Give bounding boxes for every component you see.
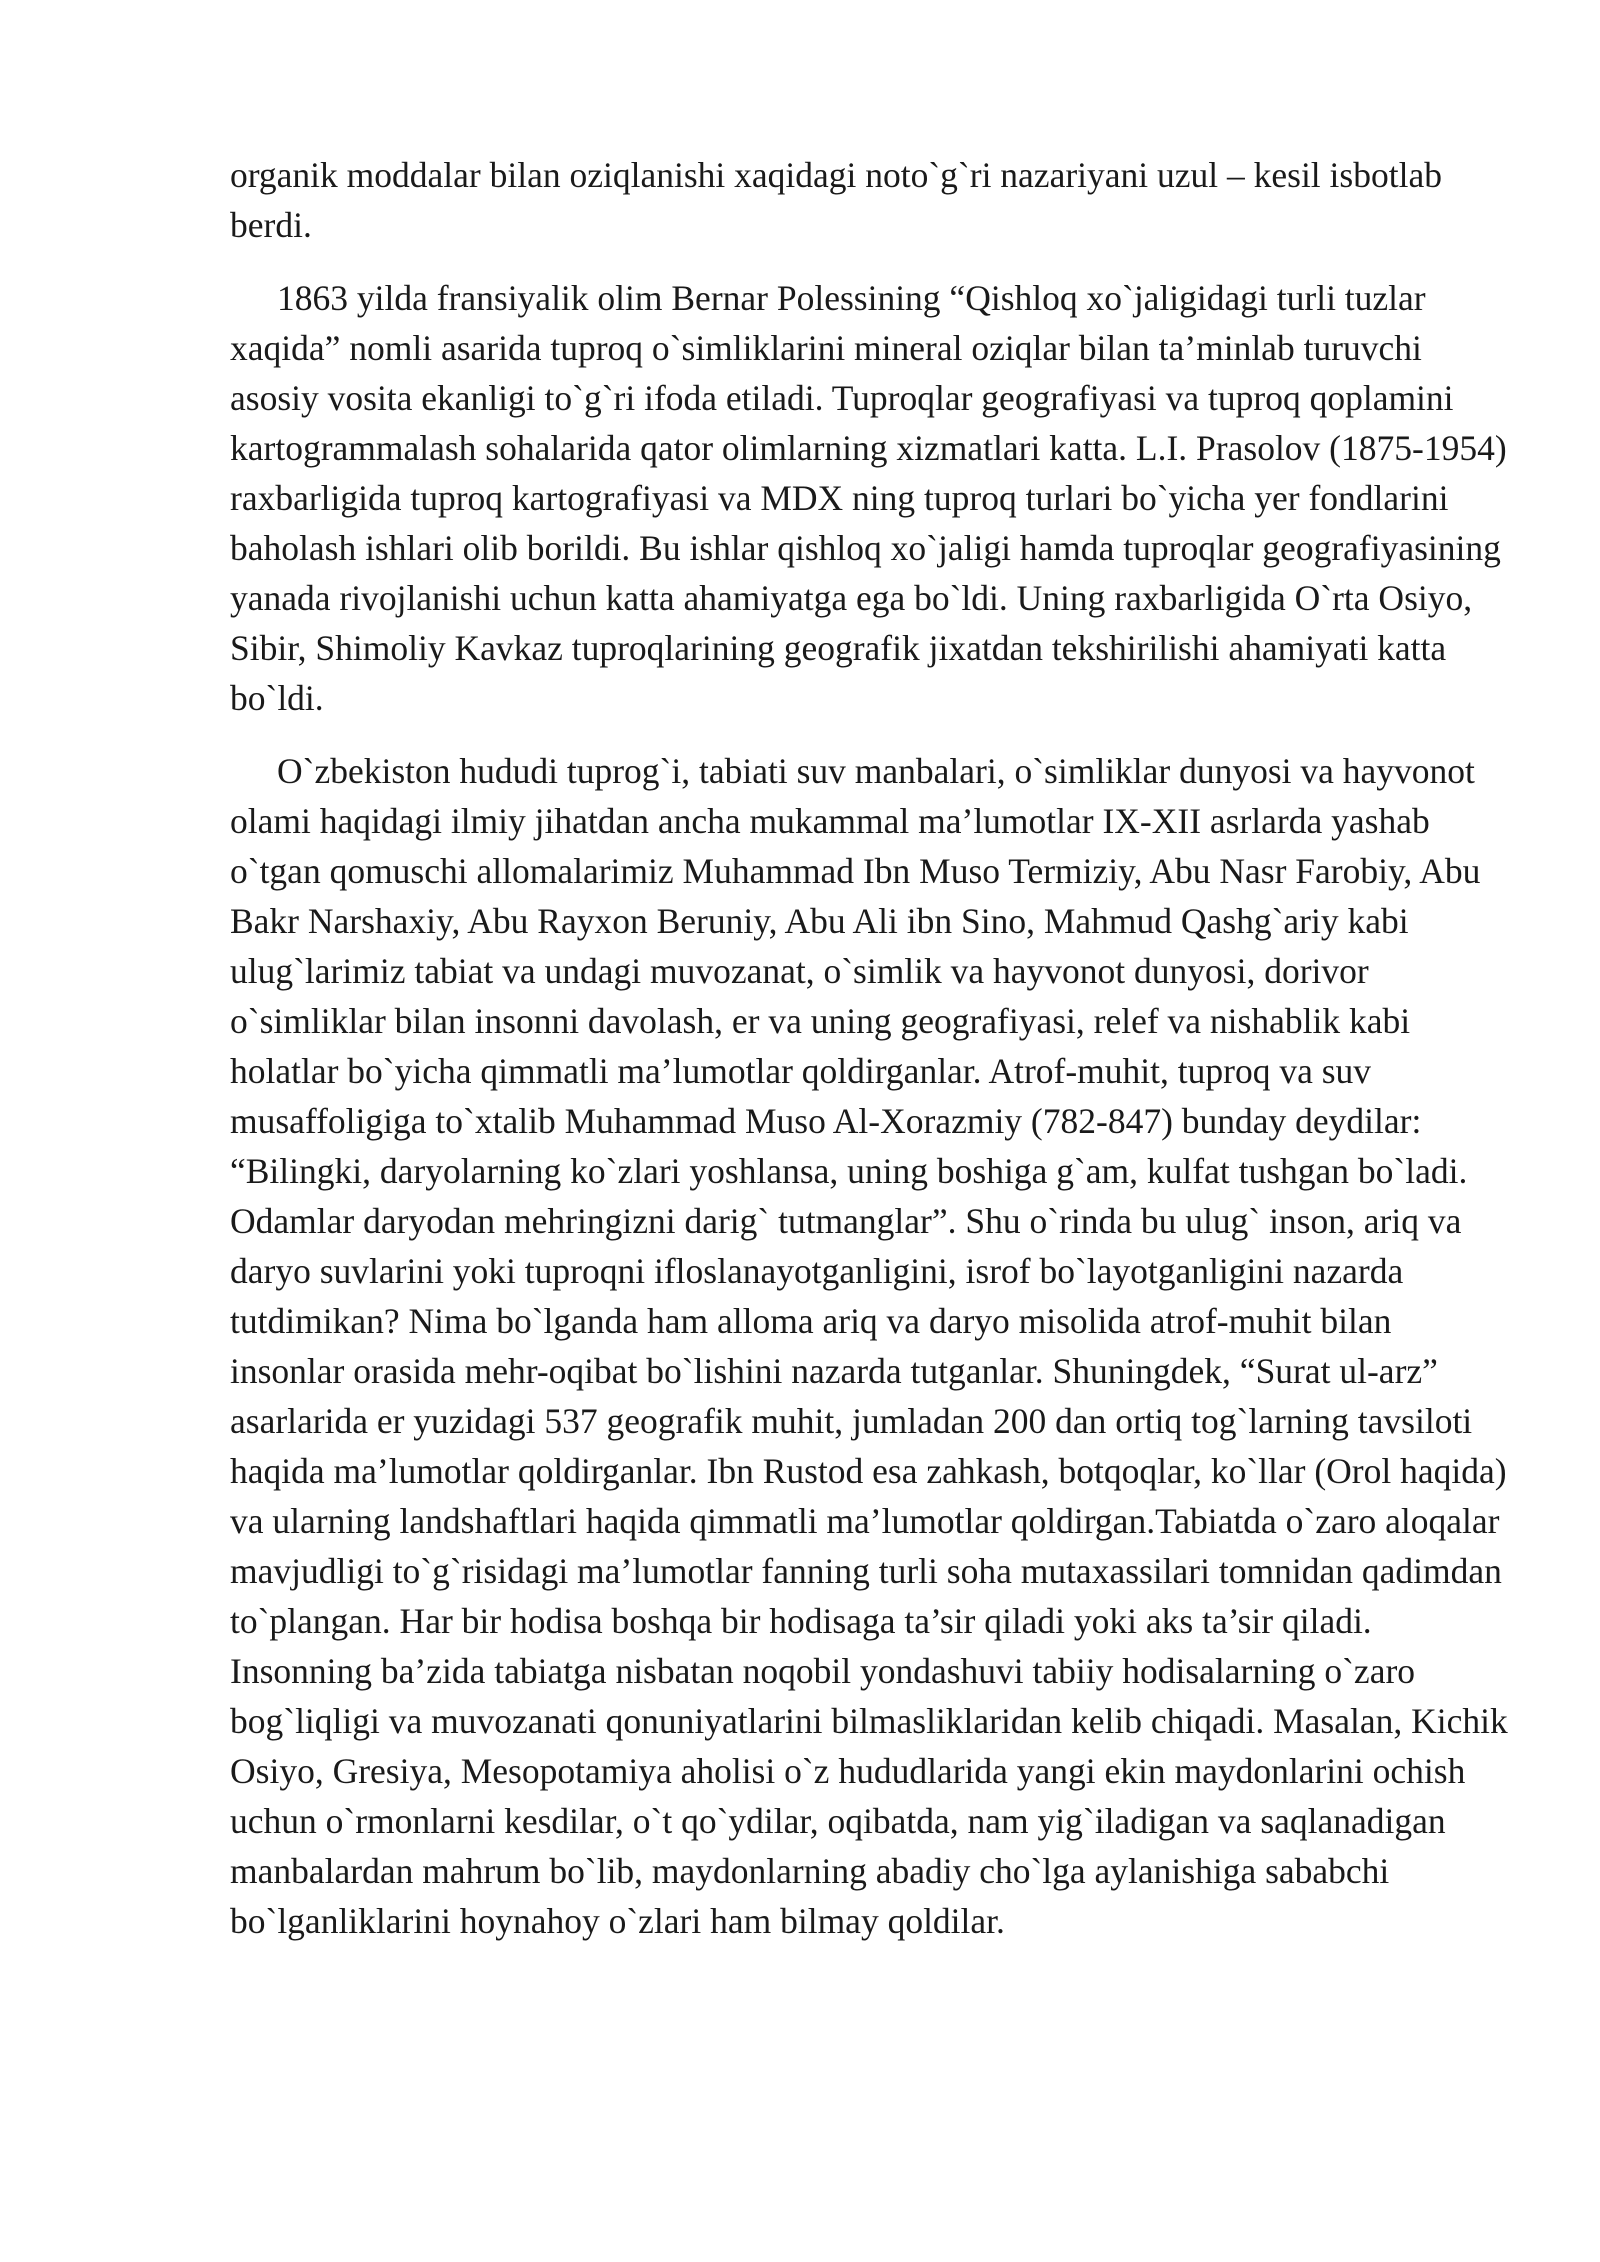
document-page: [230, 150, 1510, 1969]
paragraph-uzbekistan: O`zbekiston hududi tuprog`i, tabiati suv manbalari, o`simliklar dunyosi va hayvonot olami haqidagi ilmiy jihatdan ancha mukammal ma’lumotlar IX-XII asrlarda yashab o`tgan qomuschi allomalarimiz Muhammad Ibn Muso Termiziy, Abu Nasr Farobiy, Abu Bakr Narshaxiy, Abu Rayxon Beruniy, Abu Ali ibn Sino, Mahmud Qashg`ariy kabi ulug`larimiz tabiat va undagi muvozanat, o`simlik va hayvonot dunyosi, dorivor o`simliklar bilan insonni davolash, er va uning geografiyasi, relef va nishablik kabi holatlar bo`yicha qimmatli ma’lumotlar qoldirganlar. Atrof-muhit, tuproq va suv musaffoligiga to`xtalib Muhammad Muso Al-Xorazmiy (782-847) bunday deydilar: “Bilingki, daryolarning ko`zlari yoshlansa, uning boshiga g`am, kulfat tushgan bo`ladi. Odamlar daryodan mehringizni darig` tutmanglar”. Shu o`rinda bu ulug` inson, ariq va daryo suvlarini yoki tuproqni ifloslanayotganligini, isrof bo`layotganligini nazarda tutdimikan? Nima bo`lganda ham alloma ariq va daryo misolida atrof-muhit bilan insonlar orasida mehr-oqibat bo`lishini nazarda tutganlar. Shuningdek, “Surat ul-arz” asarlarida er yuzidagi 537 geografik muhit, jumladan 200 dan ortiq tog`larning tavsiloti haqida ma’lumotlar qoldirganlar. Ibn Rustod esa zahkash, botqoqlar, ko`llar (Orol haqida) va ularning landshaftlari haqida qimmatli ma’lumotlar qoldirgan.Tabiatda o`zaro aloqalar mavjudligi to`g`risidagi ma’lumotlar fanning turli soha mutaxassilari tomnidan qadimdan to`plangan. Har bir hodisa boshqa bir hodisaga ta’sir qiladi yoki aks ta’sir qiladi. Insonning ba’zida tabiatga nisbatan noqobil yondashuvi tabiiy hodisalarning o`zaro bog`liqligi va muvozanati qonuniyatlarini bilmasliklaridan kelib chiqadi. Masalan, Kichik Osiyo, Gresiya, Mesopotamiya aholisi o`z hududlarida yangi ekin maydonlarini ochish uchun o`rmonlarni kesdilar, o`t qo`ydilar, oqibatda, nam yig`iladigan va saqlanadigan manbalardan mahrum bo`lib, maydonlarning abadiy cho`lga aylanishiga sababchi bo`lganliklarini hoynahoy o`zlari ham bilmay qoldilar.: [230, 751, 1508, 1941]
paragraph-polessi: 1863 yilda fransiyalik olim Bernar Polessining “Qishloq xo`jaligidagi turli tuzlar xaqida” nomli asarida tuproq o`simliklarini mineral oziqlar bilan ta’minlab turuvchi asosiy vosita ekanligi to`g`ri ifoda etiladi. Tuproqlar geografiyasi va tuproq qoplamini kartogrammalash sohalarida qator olimlarning xizmatlari katta. L.I. Prasolov (1875-1954) raxbarligida tuproq kartografiyasi va MDX ning tuproq turlari bo`yicha yer fondlarini baholash ishlari olib borildi. Bu ishlar qishloq xo`jaligi hamda tuproqlar geografiyasining yanada rivojlanishi uchun katta ahamiyatga ega bo`ldi. Uning raxbarligida O`rta Osiyo, Sibir, Shimoliy Kavkaz tuproqlarining geografik jixatdan tekshirilishi ahamiyati katta bo`ldi.: [230, 278, 1507, 718]
paragraph-continuation: organik moddalar bilan oziqlanishi xaqidagi noto`g`ri nazariyani uzul – kesil isbotlab berdi.: [230, 155, 1442, 245]
